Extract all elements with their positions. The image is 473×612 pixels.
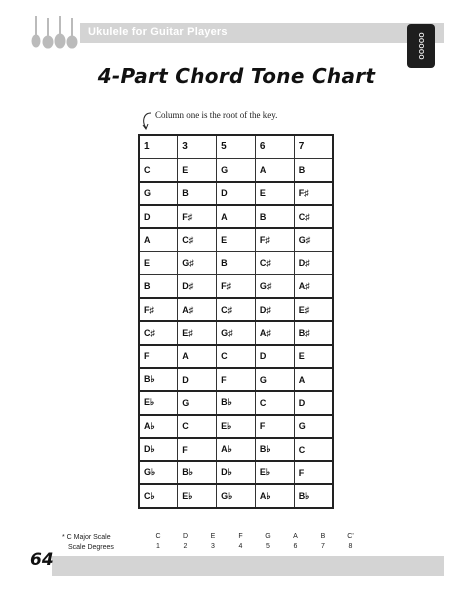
table-cell: G♭ [217, 484, 256, 507]
page-number: 64 [30, 550, 54, 570]
table-cell: B♭ [294, 484, 333, 507]
table-cell: E♭ [217, 415, 256, 438]
table-cell: D [217, 182, 256, 205]
table-header-row [139, 135, 333, 158]
chord-tone-table [138, 134, 334, 509]
scale-note: D [182, 533, 189, 540]
header-title: Ukulele for Guitar Players [88, 26, 228, 38]
side-tab [407, 24, 435, 68]
table-cell: G♯ [217, 321, 256, 344]
table-cell: B [217, 251, 256, 274]
table-row [139, 251, 333, 274]
table-cell: G [294, 415, 333, 438]
table-cell: D♯ [255, 298, 294, 321]
table-cell: A♯ [294, 275, 333, 298]
table-cell: E♭ [255, 461, 294, 484]
table-cell: B [294, 158, 333, 181]
scale-note: C [155, 533, 161, 540]
table-cell: A [217, 205, 256, 228]
table-cell: B [178, 182, 217, 205]
table-body [139, 158, 333, 507]
table-cell: B♭ [255, 438, 294, 461]
table-cell: C [217, 345, 256, 368]
scale-note: E [210, 533, 216, 540]
table-cell: F♯ [139, 298, 178, 321]
table-cell: F [217, 368, 256, 391]
scale-degree: 1 [156, 543, 160, 550]
footer-bar [52, 556, 444, 576]
table-cell: F [139, 345, 178, 368]
table-cell: D [139, 205, 178, 228]
column-header: 1 [139, 135, 178, 158]
table-cell: E♯ [178, 321, 217, 344]
table-cell: D [178, 368, 217, 391]
scale-note: A [293, 533, 298, 540]
table-row [139, 438, 333, 461]
table-row [139, 158, 333, 181]
table-cell: G [139, 182, 178, 205]
table-cell: D♯ [294, 251, 333, 274]
scale-note: C' [347, 533, 354, 540]
table-row [139, 345, 333, 368]
table-cell: C [294, 438, 333, 461]
scale-note: B [320, 533, 326, 540]
table-row [139, 228, 333, 251]
table-cell: A♭ [139, 415, 178, 438]
table-cell: F♯ [217, 275, 256, 298]
table-cell: E♯ [294, 298, 333, 321]
column-header: 5 [217, 135, 256, 158]
table-cell: A♯ [178, 298, 217, 321]
table-cell: A♭ [217, 438, 256, 461]
table-row [139, 275, 333, 298]
table-cell: E♭ [139, 391, 178, 414]
table-cell: F♯ [178, 205, 217, 228]
ukulele-icons [30, 14, 80, 50]
table-cell: A [255, 158, 294, 181]
table-cell: G♯ [294, 228, 333, 251]
table-cell: A [178, 345, 217, 368]
scale-labels [62, 533, 132, 553]
column-header: 7 [294, 135, 333, 158]
table-cell: C♯ [139, 321, 178, 344]
scale-degree: 6 [293, 543, 298, 550]
table-cell: E [139, 251, 178, 274]
table-cell: C [139, 158, 178, 181]
table-cell: C [178, 415, 217, 438]
table-cell: G♯ [178, 251, 217, 274]
table-cell: B [255, 205, 294, 228]
scale-label: * C Major Scale [62, 534, 111, 541]
table-cell: G♭ [139, 461, 178, 484]
table-row [139, 391, 333, 414]
table-cell: E [294, 345, 333, 368]
scale-degree: 2 [183, 543, 188, 550]
table-cell: A♭ [255, 484, 294, 507]
side-tab-label: ooooo [417, 32, 427, 60]
table-cell: G [255, 368, 294, 391]
table-cell: D♭ [139, 438, 178, 461]
degrees-label: Scale Degrees [68, 544, 114, 551]
table-cell: E [217, 228, 256, 251]
table-cell: F [255, 415, 294, 438]
table-row [139, 368, 333, 391]
table-cell: F [294, 461, 333, 484]
table-cell: G♯ [255, 275, 294, 298]
scale-degree: 3 [211, 543, 215, 550]
column-header: 3 [178, 135, 217, 158]
table-row [139, 484, 333, 507]
table-cell: A [294, 368, 333, 391]
table-cell: C♭ [139, 484, 178, 507]
table-cell: A [139, 228, 178, 251]
table-row [139, 321, 333, 344]
table-row [139, 461, 333, 484]
scale-note: G [265, 533, 271, 540]
scale-degree: 7 [321, 543, 325, 550]
table-cell: B♭ [139, 368, 178, 391]
header-bar [80, 23, 444, 43]
table-row [139, 298, 333, 321]
table-cell: F [178, 438, 217, 461]
table-cell: D♭ [217, 461, 256, 484]
table-cell: D♯ [178, 275, 217, 298]
root-note: Column one is the root of the key. [155, 110, 278, 120]
table-row [139, 182, 333, 205]
table-cell: B♯ [294, 321, 333, 344]
table-cell: E [255, 182, 294, 205]
scale-note: F [238, 533, 243, 540]
column-header: 6 [255, 135, 294, 158]
table-cell: B [139, 275, 178, 298]
ukulele-tab-icon [407, 24, 435, 68]
table-cell: F♯ [294, 182, 333, 205]
table-cell: E [178, 158, 217, 181]
scale-degree: 4 [238, 543, 243, 550]
table-cell: D [255, 345, 294, 368]
table-cell: G [217, 158, 256, 181]
table-cell: C♯ [178, 228, 217, 251]
table-cell: D [294, 391, 333, 414]
table-row [139, 415, 333, 438]
table-cell: B♭ [217, 391, 256, 414]
curved-arrow-icon [140, 110, 156, 132]
table-row [139, 205, 333, 228]
scale-degree: 5 [266, 543, 270, 550]
table-cell: G [178, 391, 217, 414]
scale-degree: 8 [348, 543, 353, 550]
page-title: 4-Part Chord Tone Chart [97, 64, 376, 88]
table-cell: C♯ [294, 205, 333, 228]
table-cell: A♯ [255, 321, 294, 344]
table-cell: C♯ [217, 298, 256, 321]
table-cell: E♭ [178, 484, 217, 507]
table-cell: F♯ [255, 228, 294, 251]
table-cell: C♯ [255, 251, 294, 274]
table-cell: C [255, 391, 294, 414]
table-cell: B♭ [178, 461, 217, 484]
